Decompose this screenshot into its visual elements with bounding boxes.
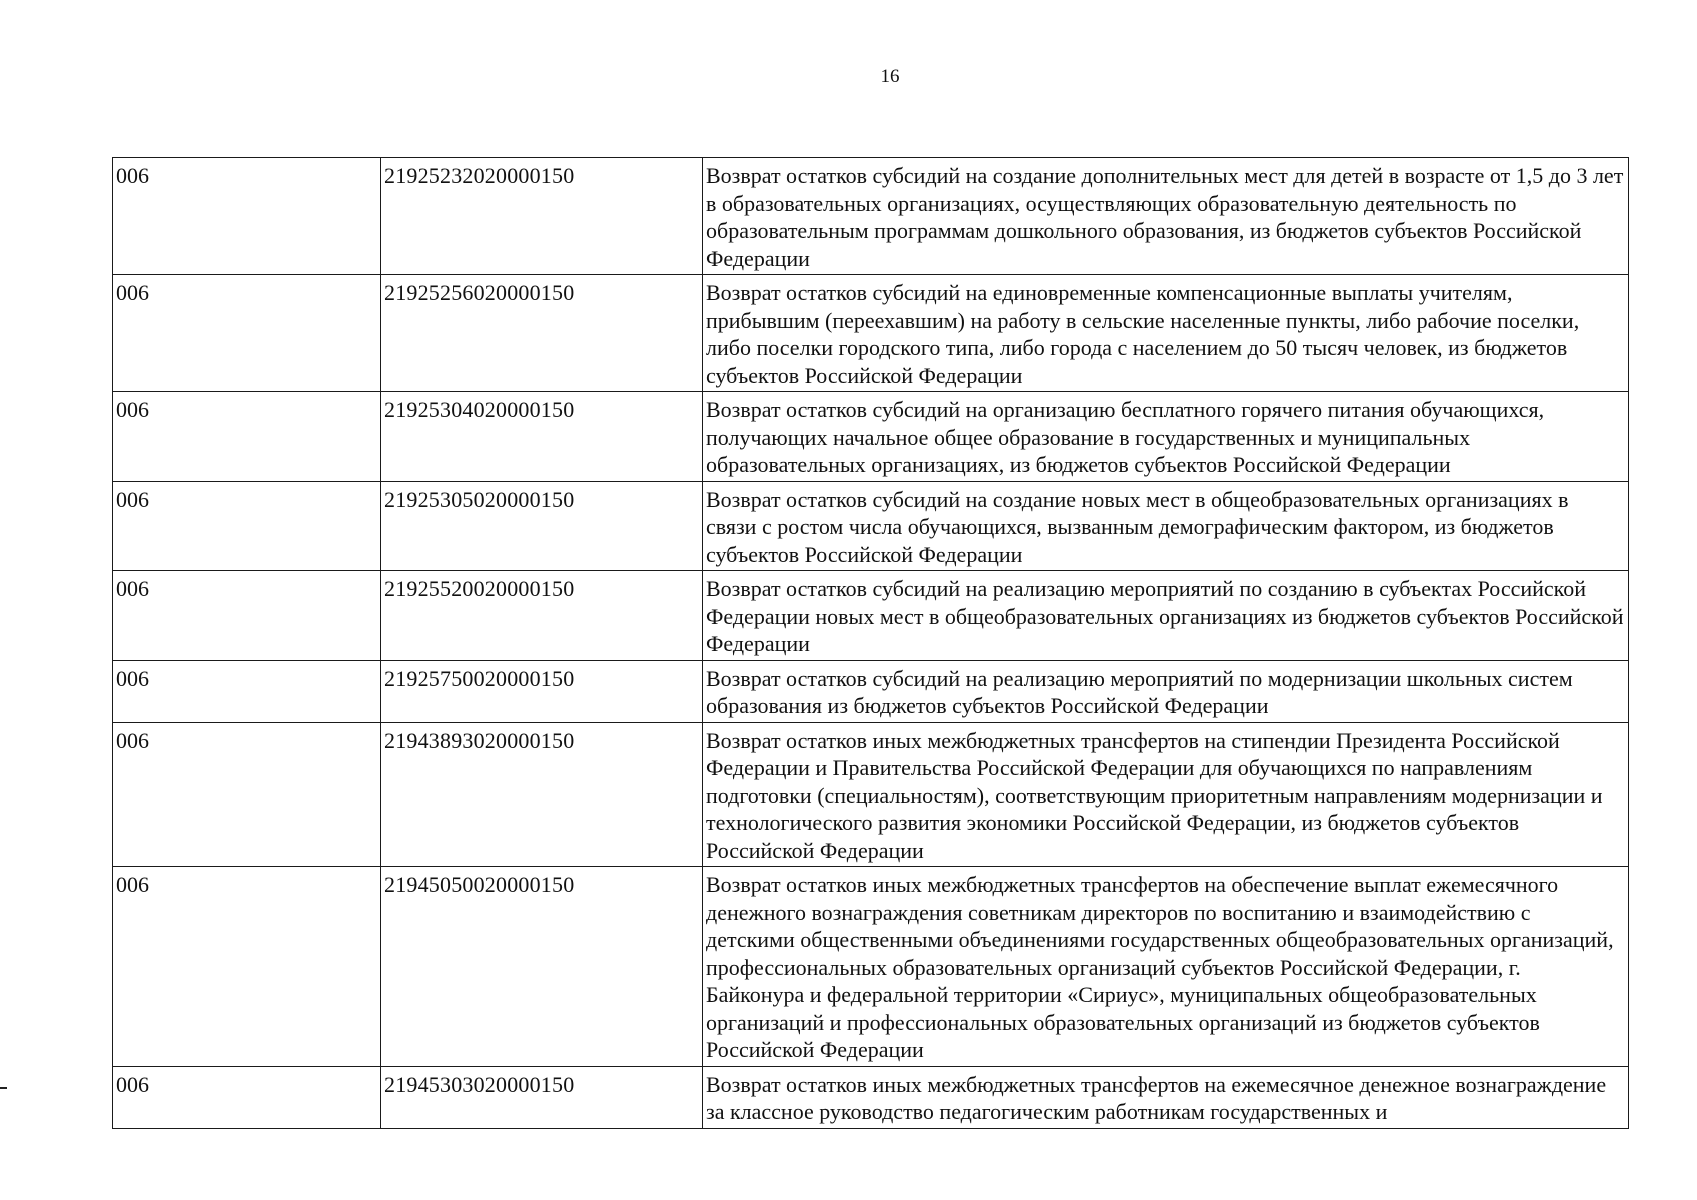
budget-codes-table — [112, 157, 1629, 1129]
admin-code-cell: 006 — [113, 481, 381, 571]
description-cell: Возврат остатков субсидий на создание дополнительных мест для детей в возрасте от 1,5 до 3 лет в образовательных организациях, осуществляющих образовательную деятельность по образовательным программам дошкольного образования, из бюджетов субъектов Российской Федерации — [703, 158, 1629, 275]
kbk-code-cell: 21925304020000150 — [381, 392, 703, 482]
admin-code-cell: 006 — [113, 867, 381, 1067]
description-cell: Возврат остатков субсидий на единовременные компенсационные выплаты учителям, прибывшим (переехавшим) на работу в сельские населенные пункты, либо рабочие поселки, либо поселки городского типа, либо города с населением до 50 тысяч человек, из бюджетов субъектов Российской Федерации — [703, 275, 1629, 392]
table-row — [113, 1066, 1629, 1128]
table-row — [113, 867, 1629, 1067]
admin-code-cell: 006 — [113, 660, 381, 722]
table-row — [113, 722, 1629, 867]
kbk-code-cell: 21945050020000150 — [381, 867, 703, 1067]
table-row — [113, 158, 1629, 275]
page-number: 16 — [880, 66, 900, 87]
description-cell: Возврат остатков субсидий на реализацию мероприятий по модернизации школьных систем образования из бюджетов субъектов Российской Федерации — [703, 660, 1629, 722]
admin-code-cell: 006 — [113, 722, 381, 867]
table-row — [113, 660, 1629, 722]
description-cell: Возврат остатков субсидий на создание новых мест в общеобразовательных организациях в связи с ростом числа обучающихся, вызванным демографическим фактором, из бюджетов субъектов Российской Федерации — [703, 481, 1629, 571]
kbk-code-cell: 21925750020000150 — [381, 660, 703, 722]
table-row — [113, 392, 1629, 482]
table-row — [113, 481, 1629, 571]
admin-code-cell: 006 — [113, 275, 381, 392]
kbk-code-cell: 21945303020000150 — [381, 1066, 703, 1128]
admin-code-cell: 006 — [113, 392, 381, 482]
kbk-code-cell: 21925232020000150 — [381, 158, 703, 275]
kbk-code-cell: 21925256020000150 — [381, 275, 703, 392]
scan-mark — [0, 1087, 7, 1089]
kbk-code-cell: 21925305020000150 — [381, 481, 703, 571]
admin-code-cell: 006 — [113, 158, 381, 275]
description-cell: Возврат остатков иных межбюджетных трансфертов на стипендии Президента Российской Федерации и Правительства Российской Федерации для обучающихся по направлениям подготовки (специальностям), соответствующим приоритетным направлениям модернизации и технологического развития экономики Российской Федерации, из бюджетов субъектов Российской Федерации — [703, 722, 1629, 867]
admin-code-cell: 006 — [113, 1066, 381, 1128]
table-row — [113, 275, 1629, 392]
description-cell: Возврат остатков субсидий на организацию бесплатного горячего питания обучающихся, получающих начальное общее образование в государственных и муниципальных образовательных организациях, из бюджетов субъектов Российской Федерации — [703, 392, 1629, 482]
description-cell: Возврат остатков иных межбюджетных трансфертов на ежемесячное денежное вознаграждение за классное руководство педагогическим работникам государственных и — [703, 1066, 1629, 1128]
kbk-code-cell: 21943893020000150 — [381, 722, 703, 867]
kbk-code-cell: 21925520020000150 — [381, 571, 703, 661]
description-cell: Возврат остатков иных межбюджетных трансфертов на обеспечение выплат ежемесячного денежного вознаграждения советникам директоров по воспитанию и взаимодействию с детскими общественными объединениями государственных общеобразовательных организаций, профессиональных образовательных организаций субъектов Российской Федерации, г. Байконура и федеральной территории «Сириус», муниципальных общеобразовательных организаций и профессиональных образовательных организаций из бюджетов субъектов Российской Федерации — [703, 867, 1629, 1067]
description-cell: Возврат остатков субсидий на реализацию мероприятий по созданию в субъектах Российской Федерации новых мест в общеобразовательных организациях из бюджетов субъектов Российской Федерации — [703, 571, 1629, 661]
admin-code-cell: 006 — [113, 571, 381, 661]
table-row — [113, 571, 1629, 661]
